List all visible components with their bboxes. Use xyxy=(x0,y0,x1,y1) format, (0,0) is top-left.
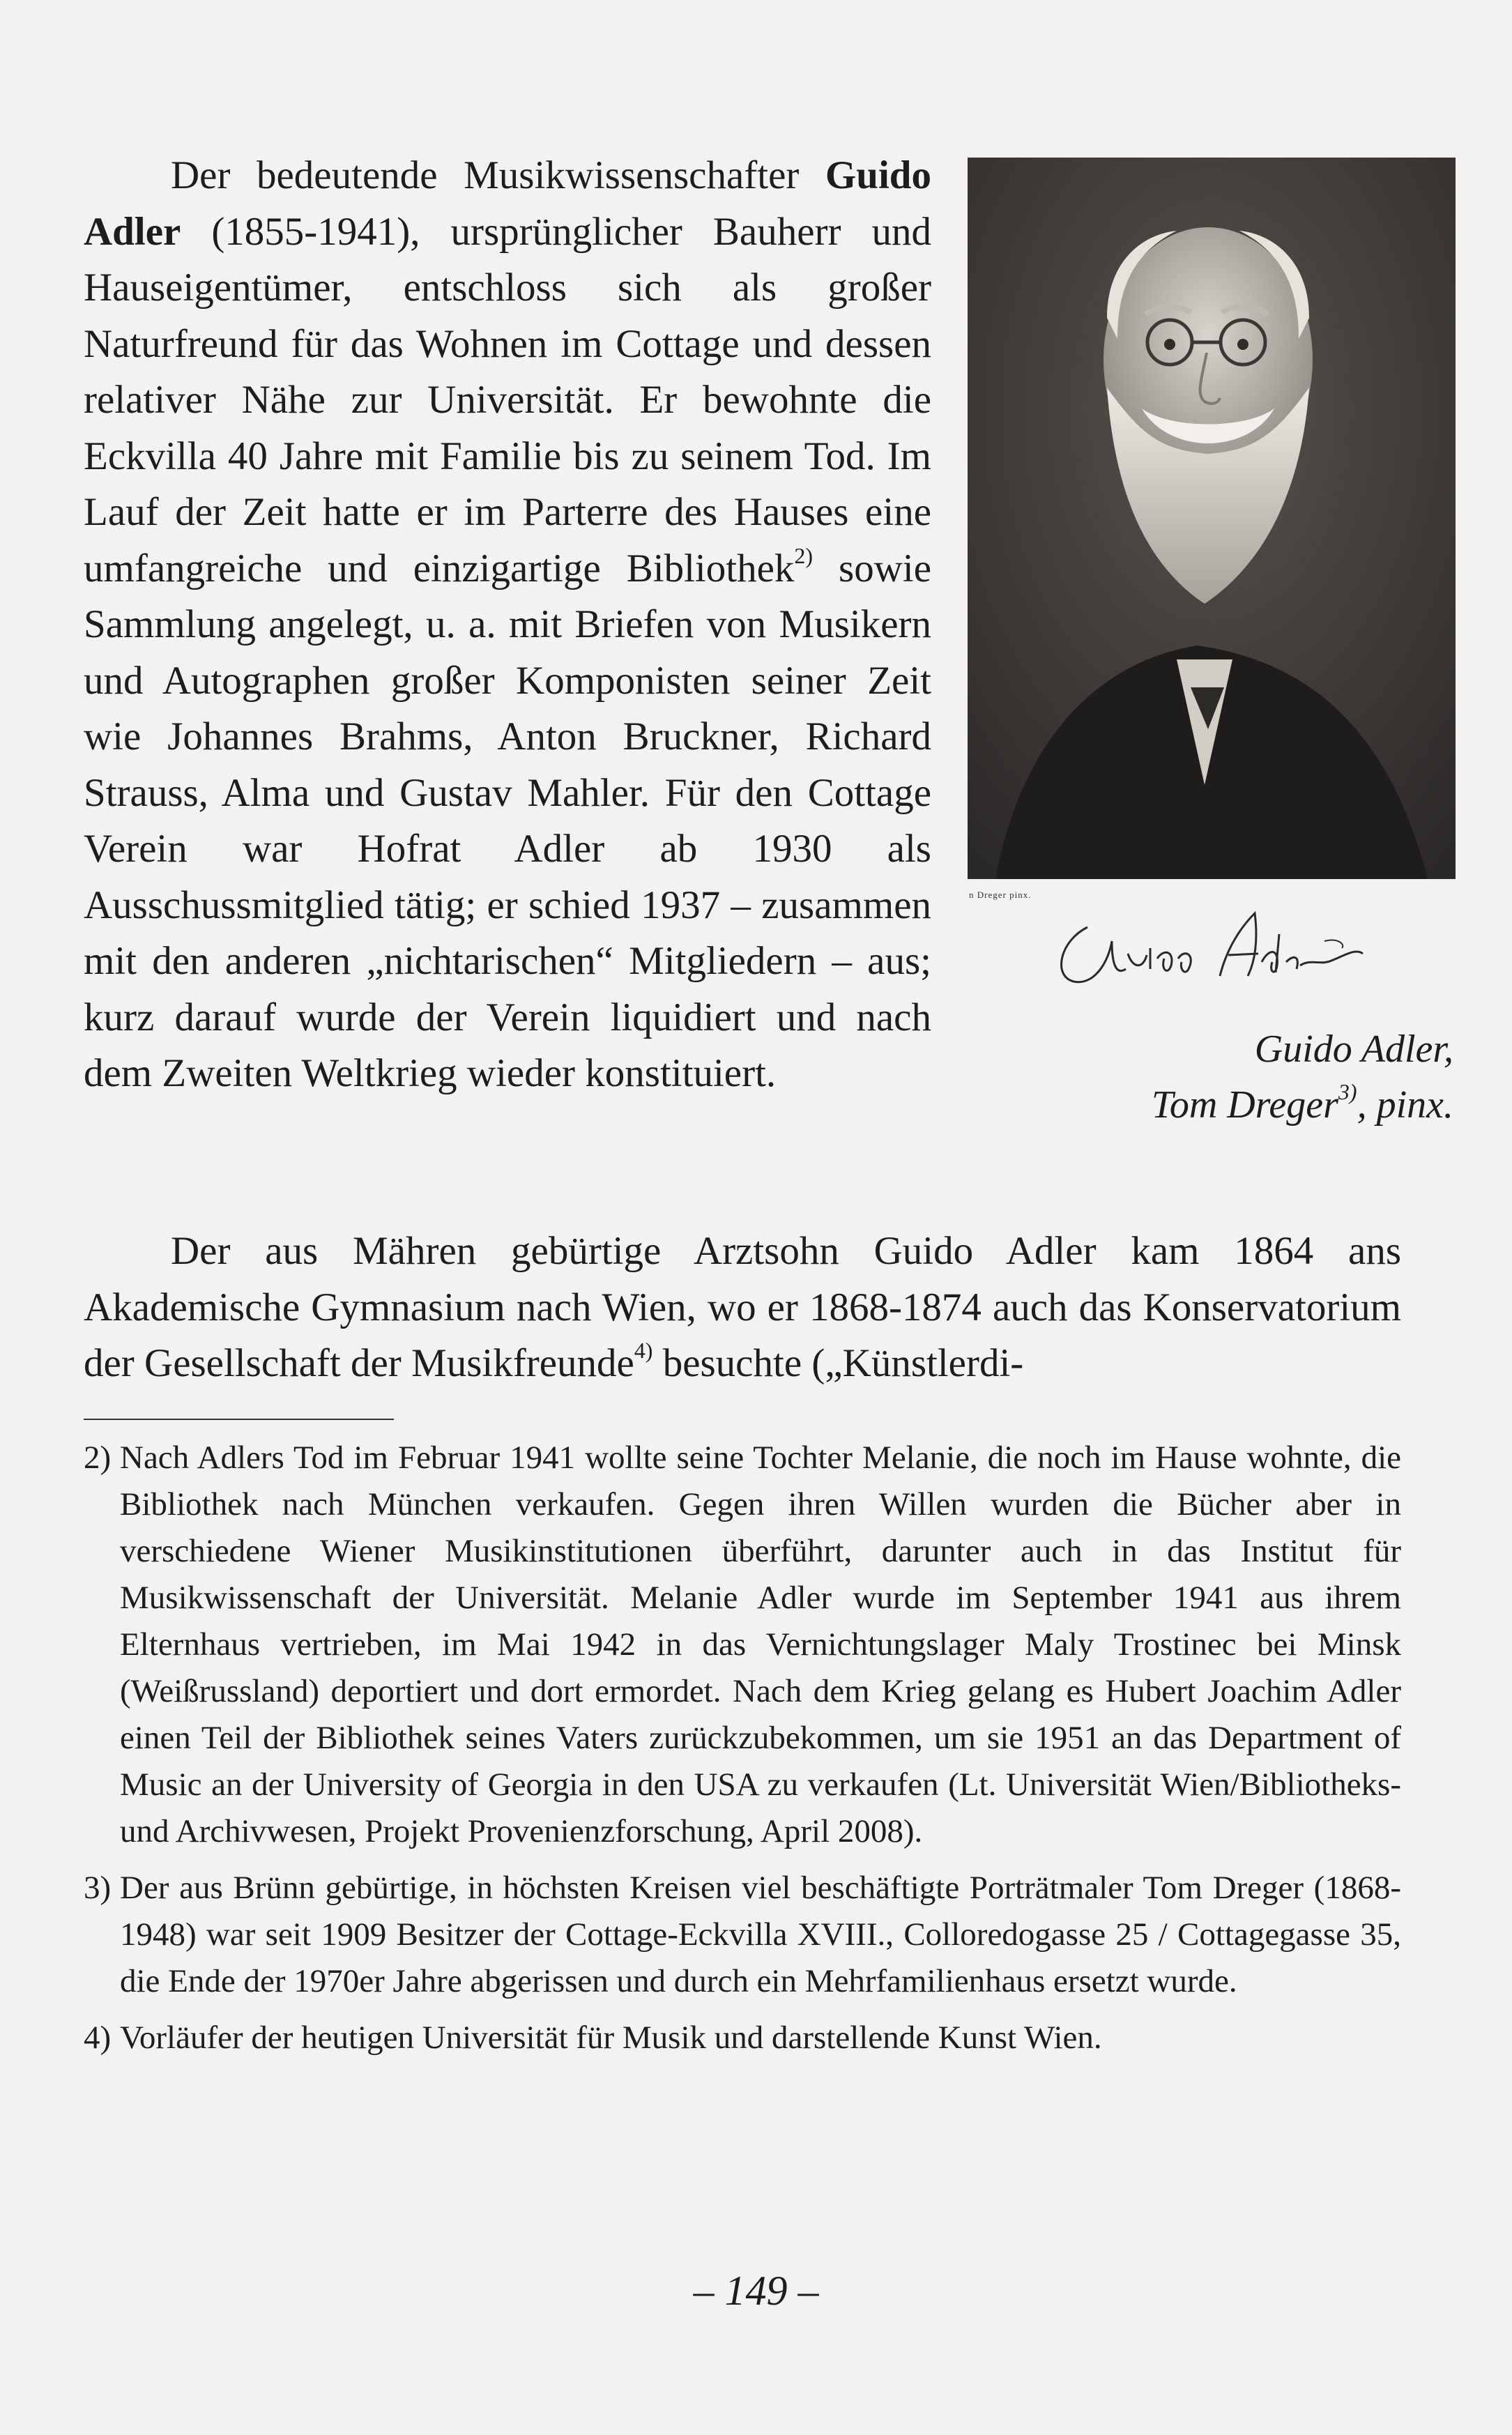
signature-image xyxy=(1046,899,1366,990)
footnote-4 xyxy=(84,2015,1401,2061)
caption-painter: Tom Dreger xyxy=(1151,1083,1338,1127)
footnote-number: 2) xyxy=(84,1440,112,1476)
footnote-2 xyxy=(84,1435,1401,1855)
paragraph2-text-b: besuchte („Künstlerdi- xyxy=(652,1341,1024,1385)
portrait-image xyxy=(968,158,1456,879)
footnotes xyxy=(84,1435,1401,2071)
paragraph-intro xyxy=(84,148,931,1102)
paragraph2-text-a: Der aus Mähren gebürtige Arztsohn Guido Adler kam 1864 ans Akademische Gymnasium nach Wien, wo er 1868-1874 auch das Konservatorium der Gesellschaft der Musikfreunde xyxy=(84,1229,1401,1385)
intro-text: Der bedeutende Musikwissenschafter xyxy=(171,153,825,197)
caption-line-1: Guido Adler, xyxy=(1254,1028,1453,1071)
footnote-text: Der aus Brünn gebürtige, in höchsten Kreisen viel beschäftigte Porträtmaler Tom Dreger (1868-1948) war seit 1909 Besitzer der Cottage-Eckvilla XVIII., Colloredogasse 25 / Cottagegasse 35, die Ende der 1970er Jahre abgerissen und durch ein Mehrfamilienhaus ersetzt wurde. xyxy=(120,1870,1401,1999)
portrait-credit-small: n Dreger pinx. xyxy=(969,890,1032,900)
footnote-number: 4) xyxy=(84,2020,112,2056)
footnote-3 xyxy=(84,1865,1401,2005)
caption-pinx: , pinx. xyxy=(1357,1083,1453,1127)
footnote-text: Nach Adlers Tod im Februar 1941 wollte seine Tochter Melanie, die noch im Hause wohnte, die Bibliothek nach München verkaufen. Gegen ihren Willen wurden die Bücher aber in verschiedene Wiener Musikinstitutionen überführt, darunter auch in das Institut für Musikwissenschaft der Universität. Melanie Adler wurde im September 1941 aus ihrem Elternhaus vertrieben, im Mai 1942 in das Vernichtungslager Maly Trostinec bei Minsk (Weißrussland) deportiert und dort ermordet. Nach dem Krieg gelang es Hubert Joachim Adler einen Teil der Bibliothek seines Vaters zurückzubekommen, um sie 1951 an das Department of Music an der University of Georgia in den USA zu verkaufen (Lt. Universität Wien/Bibliotheks- und Archivwesen, Projekt Provenienzforschung, April 2008). xyxy=(120,1440,1401,1849)
paragraph-continuation xyxy=(84,1223,1401,1392)
paragraph-text-a: (1855-1941), ursprünglicher Bauherr und Hauseigentümer, entschloss sich als großer Naturfreund für das Wohnen im Cottage und dessen relativer Nähe zur Universität. Er bewohnte die Eckvilla 40 Jahre mit Familie bis zu seinem Tod. Im Lauf der Zeit hatte er im Parterre des Hauses eine umfangreiche und einzigartige Bibliothek xyxy=(84,209,931,590)
footnote-ref-4[interactable]: 4) xyxy=(634,1338,653,1363)
footnote-text: Vorläufer der heutigen Universität für Musik und darstellende Kunst Wien. xyxy=(120,2020,1102,2056)
footnote-ref-3[interactable]: 3) xyxy=(1338,1079,1357,1104)
page-number: – 149 – xyxy=(693,2268,819,2314)
name-bold: Guido Adler xyxy=(84,153,931,254)
footnote-number: 3) xyxy=(84,1870,112,1906)
footnote-divider xyxy=(84,1419,394,1420)
caption-line-2 xyxy=(1032,1077,1453,1133)
paragraph-text-b: sowie Sammlung angelegt, u. a. mit Briefen von Musikern und Autographen großer Komponisten seiner Zeit wie Johannes Brahms, Anton Bruckner, Richard Strauss, Alma und Gustav Mahler. Für den Cottage Verein war Hofrat Adler ab 1930 als Ausschussmitglied tätig; er schied 1937 – zusammen mit den anderen „nichtarischen“ Mitgliedern – aus; kurz darauf wurde der Verein liquidiert und nach dem Zweiten Weltkrieg wieder konstituiert. xyxy=(84,546,932,1095)
figure-caption xyxy=(1032,1021,1453,1133)
footnote-ref-2[interactable]: 2) xyxy=(794,542,814,568)
